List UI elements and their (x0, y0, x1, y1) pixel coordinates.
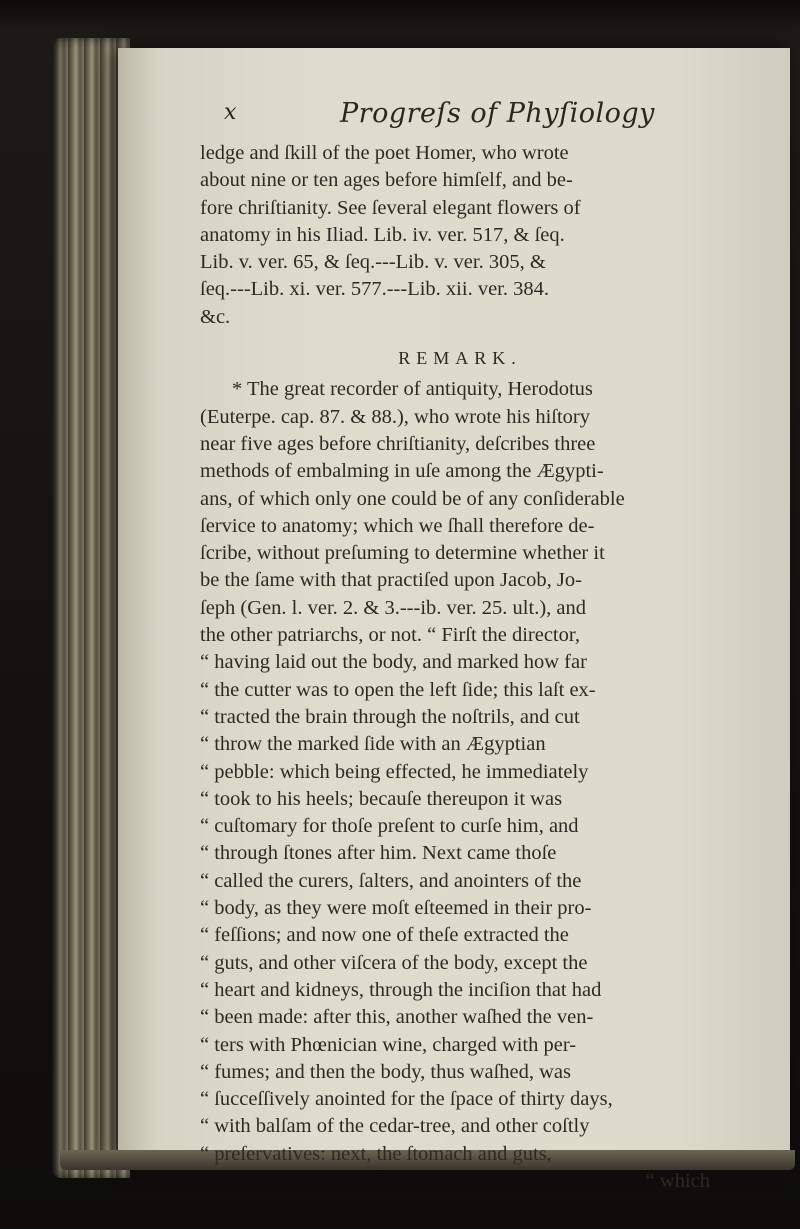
page-text (200, 140, 720, 1195)
remark-line: “ ſucceſſively anointed for the ſpace of thirty days, (200, 1088, 613, 1111)
remark-line: ſervice to anatomy; which we ſhall therefore de- (200, 514, 595, 537)
body-line: &c. (200, 305, 231, 328)
remark-line: “ ters with Phœnician wine, charged with per- (200, 1033, 577, 1056)
remark-line: methods of embalming in uſe among the Ægypti- (200, 460, 604, 483)
remark-line: “ having laid out the body, and marked how far (200, 651, 587, 674)
remark-line: “ with balſam of the cedar-tree, and other coſtly (200, 1115, 590, 1138)
remark-line: ſeph (Gen. l. ver. 2. & 3.---ib. ver. 25. ult.), and (200, 596, 586, 619)
body-line: anatomy in his Iliad. Lib. iv. ver. 517, & ſeq. (200, 223, 565, 246)
remark-line: “ feſſions; and now one of theſe extracted the (200, 924, 569, 947)
remark-line: the other patriarchs, or not. “ Firſt the director, (200, 624, 581, 647)
remark-line: be the ſame with that practiſed upon Jacob, Jo- (200, 569, 582, 592)
remark-heading: REMARK. (398, 348, 522, 369)
remark-line: “ preſervatives: next, the ſtomach and guts, (200, 1142, 552, 1165)
body-line: Lib. v. ver. 65, & ſeq.---Lib. v. ver. 305, & (200, 251, 546, 274)
remark-line: “ cuſtomary for thoſe preſent to curſe him, and (200, 815, 579, 838)
remark-line: “ tracted the brain through the noſtrils, and cut (200, 705, 580, 728)
running-head: Progreſs of Phyſiology (340, 98, 655, 129)
body-line: ſeq.---Lib. xi. ver. 577.---Lib. xii. ver. 384. (200, 278, 549, 301)
remark-line: “ the cutter was to open the left ſide; this laſt ex- (200, 678, 596, 701)
page-number: x (224, 100, 237, 125)
remark-line: near five ages before chriſtianity, deſcribes three (200, 432, 596, 455)
remark-line: “ fumes; and then the body, thus waſhed, was (200, 1060, 572, 1083)
remark-line: “ took to his heels; becauſe thereupon it was (200, 787, 563, 810)
remark-line: “ heart and kidneys, through the inciſion that had (200, 978, 602, 1001)
remark-line: * The great recorder of antiquity, Herodotus (232, 378, 593, 401)
body-line: fore chriſtianity. See ſeveral elegant flowers of (200, 196, 581, 219)
body-line: ledge and ſkill of the poet Homer, who wrote (200, 142, 569, 164)
body-line: about nine or ten ages before himſelf, and be- (200, 169, 573, 192)
remark-line: ans, of which only one could be of any conſiderable (200, 487, 625, 510)
remark-line: “ been made: after this, another waſhed the ven- (200, 1006, 594, 1029)
remark-line: “ through ſtones after him. Next came thoſe (200, 842, 557, 865)
remark-line: “ called the curers, ſalters, and anointers of the (200, 869, 582, 892)
remark-line: “ throw the marked ſide with an Ægyptian (200, 733, 546, 756)
remark-line: “ body, as they were moſt eſteemed in their pro- (200, 897, 592, 920)
catchword: “ which (645, 1169, 710, 1192)
remark-line: ſcribe, without preſuming to determine whether it (200, 542, 605, 565)
remark-line: (Euterpe. cap. 87. & 88.), who wrote his hiſtory (200, 405, 590, 428)
remark-line: “ pebble: which being effected, he immediately (200, 760, 589, 783)
remark-line: “ guts, and other viſcera of the body, except the (200, 951, 588, 974)
